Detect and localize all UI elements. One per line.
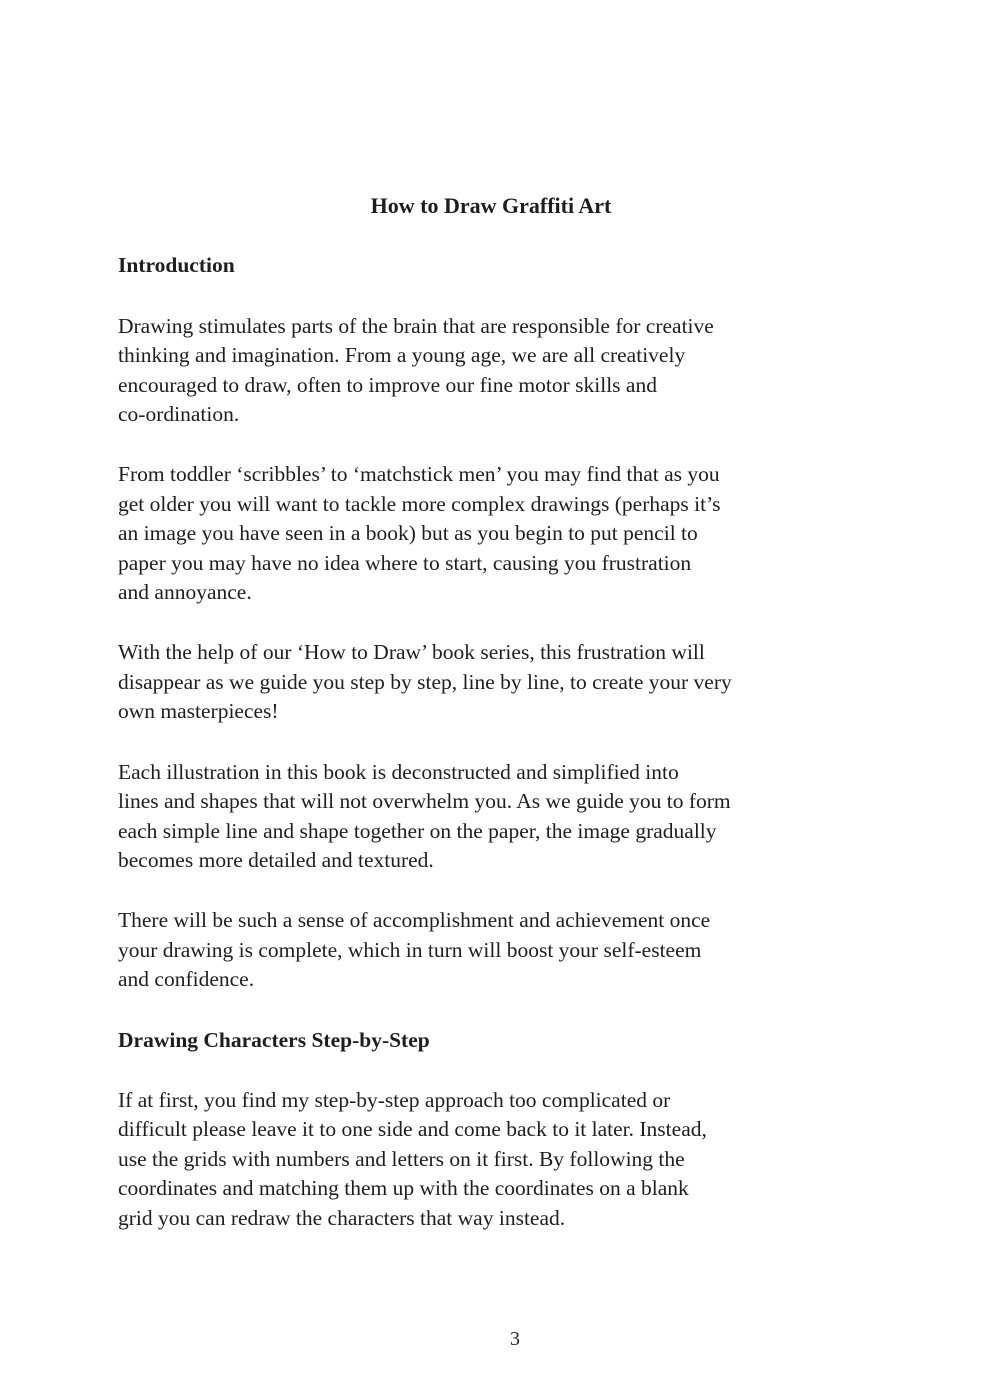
page-number: 3 [510, 1328, 520, 1350]
paragraph: If at first, you find my step-by-step approach too complicated or difficult please leave it to one side and come back to it later. Instead, use the grids with numbers and letters on it first. By following the coordinates and matching them up with the coordinates on a blank grid you can redraw the characters that way instead. [118, 1087, 707, 1230]
section-heading-drawing-characters: Drawing Characters Step-by-Step [118, 1027, 430, 1052]
paragraph: Drawing stimulates parts of the brain that are responsible for creative thinking and imagination. From a young age, we are all creatively encouraged to draw, often to improve our fine motor skills and co-ordination. [118, 313, 714, 427]
paragraph: With the help of our ‘How to Draw’ book series, this frustration will disappear as we guide you step by step, line by line, to create your very own masterpieces! [118, 640, 732, 724]
paragraph: There will be such a sense of accomplishment and achievement once your drawing is complete, which in turn will boost your self-esteem and confidence. [118, 908, 711, 992]
page-title: How to Draw Graffiti Art [370, 193, 612, 218]
section-heading-introduction: Introduction [118, 253, 235, 278]
paragraph: From toddler ‘scribbles’ to ‘matchstick men’ you may find that as you get older you will want to tackle more complex drawings (perhaps it’s an image you have seen in a book) but as you begin to put pencil to paper you may have no idea where to start, causing you frustration and annoyance. [118, 462, 721, 605]
paragraph: Each illustration in this book is deconstructed and simplified into lines and shapes that will not overwhelm you. As we guide you to form each simple line and shape together on the paper, the image gradually becomes more detailed and textured. [118, 759, 731, 872]
page-content [118, 191, 864, 1264]
